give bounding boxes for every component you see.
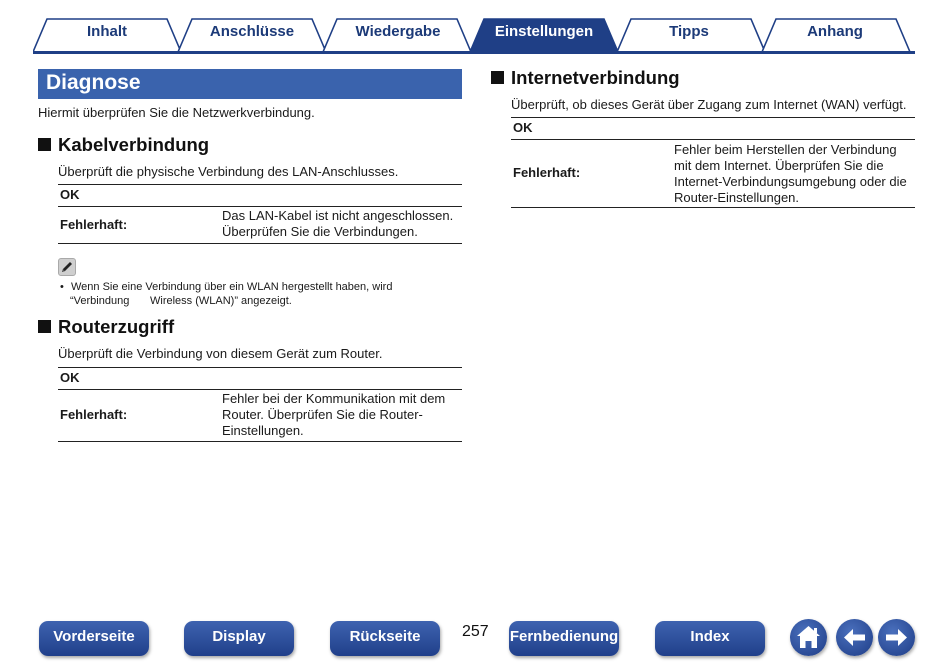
table-row xyxy=(511,140,915,207)
home-icon xyxy=(790,619,827,656)
status-ok-label: OK xyxy=(60,370,80,385)
note-line-1: Wenn Sie eine Verbindung über ein WLAN hergestellt haben, wird xyxy=(71,281,393,293)
fail-text-line: Überprüfen Sie die Verbindungen. xyxy=(222,224,418,239)
intro-text: Hiermit überprüfen Sie die Netzwerkverbindung. xyxy=(38,105,315,120)
fail-text-line: Einstellungen. xyxy=(222,423,304,438)
button-label: Display xyxy=(212,628,266,645)
button-label: Vorderseite xyxy=(53,628,135,645)
section-title-bar xyxy=(38,69,462,99)
page-number: 257 xyxy=(462,623,489,640)
heading-routerzugriff xyxy=(38,316,174,338)
note-line-2b: Wireless (WLAN)” angezeigt. xyxy=(150,295,292,307)
router-table xyxy=(58,367,462,442)
button-label: Rückseite xyxy=(349,628,421,645)
kabel-description: Überprüft die physische Verbindung des LAN-Anschlusses. xyxy=(58,164,399,179)
fail-text-line: Fehler bei der Kommunikation mit dem xyxy=(222,391,446,406)
table-row xyxy=(58,390,462,441)
pencil-note-icon xyxy=(58,258,76,276)
heading-kabelverbindung xyxy=(38,134,209,156)
note-line-2a: “Verbindung xyxy=(70,295,130,307)
status-fail-text xyxy=(674,142,907,206)
table-row xyxy=(511,118,915,140)
square-bullet-icon xyxy=(491,71,504,84)
table-row xyxy=(58,207,462,243)
back-button[interactable] xyxy=(836,619,873,656)
square-bullet-icon xyxy=(38,138,51,151)
home-button[interactable] xyxy=(790,619,827,656)
nav-vorderseite-button[interactable] xyxy=(39,621,149,656)
heading-text: Kabelverbindung xyxy=(58,134,210,155)
kabel-table xyxy=(58,184,462,244)
status-fail-label: Fehlerhaft: xyxy=(60,407,128,422)
forward-button[interactable] xyxy=(878,619,915,656)
router-description: Überprüft die Verbindung von diesem Gerät zum Router. xyxy=(58,346,383,361)
status-ok-label: OK xyxy=(513,120,533,135)
fail-text-line: Router-Einstellungen. xyxy=(674,190,800,205)
heading-text: Routerzugriff xyxy=(58,316,175,337)
heading-text: Internetverbindung xyxy=(511,67,680,88)
status-fail-label: Fehlerhaft: xyxy=(60,217,128,232)
button-label: Index xyxy=(690,628,730,645)
fail-text-line: Router. Überprüfen Sie die Router- xyxy=(222,407,423,422)
note-bullet: • xyxy=(60,281,64,293)
tab-einstellungen[interactable]: Einstellungen xyxy=(494,23,594,40)
fail-text-line: Internet-Verbindungsumgebung oder die xyxy=(674,174,907,189)
status-fail-text xyxy=(222,208,453,240)
fail-text-line: Fehler beim Herstellen der Verbindung xyxy=(674,142,897,157)
table-row xyxy=(58,185,462,207)
nav-fernbedienung-button[interactable] xyxy=(509,621,619,656)
page-title: Diagnose xyxy=(46,71,141,94)
tab-tipps[interactable]: Tipps xyxy=(669,23,709,40)
internet-description: Überprüft, ob dieses Gerät über Zugang zum Internet (WAN) verfügt. xyxy=(511,97,907,112)
back-arrow-icon xyxy=(836,619,873,656)
status-fail-label: Fehlerhaft: xyxy=(513,165,581,180)
nav-rueckseite-button[interactable] xyxy=(330,621,440,656)
fail-text-line: Das LAN-Kabel ist nicht angeschlossen. xyxy=(222,208,454,223)
square-bullet-icon xyxy=(38,320,51,333)
nav-display-button[interactable] xyxy=(184,621,294,656)
nav-index-button[interactable] xyxy=(655,621,765,656)
status-ok-label: OK xyxy=(60,187,80,202)
tab-wiedergabe[interactable]: Wiedergabe xyxy=(355,23,441,40)
forward-arrow-icon xyxy=(878,619,915,656)
fail-text-line: mit dem Internet. Überprüfen Sie die xyxy=(674,158,884,173)
status-fail-text xyxy=(222,391,445,439)
tab-anhang[interactable]: Anhang xyxy=(807,23,863,40)
tab-inhalt[interactable]: Inhalt xyxy=(87,23,127,40)
button-label: Fernbedienung xyxy=(509,628,619,645)
internet-table xyxy=(511,117,915,208)
tab-baseline xyxy=(33,51,915,54)
tab-anschluesse[interactable]: Anschlüsse xyxy=(209,23,295,40)
table-row xyxy=(58,368,462,390)
heading-internetverbindung xyxy=(491,67,680,89)
tab-bar xyxy=(33,17,915,53)
pencil-icon xyxy=(59,259,75,275)
